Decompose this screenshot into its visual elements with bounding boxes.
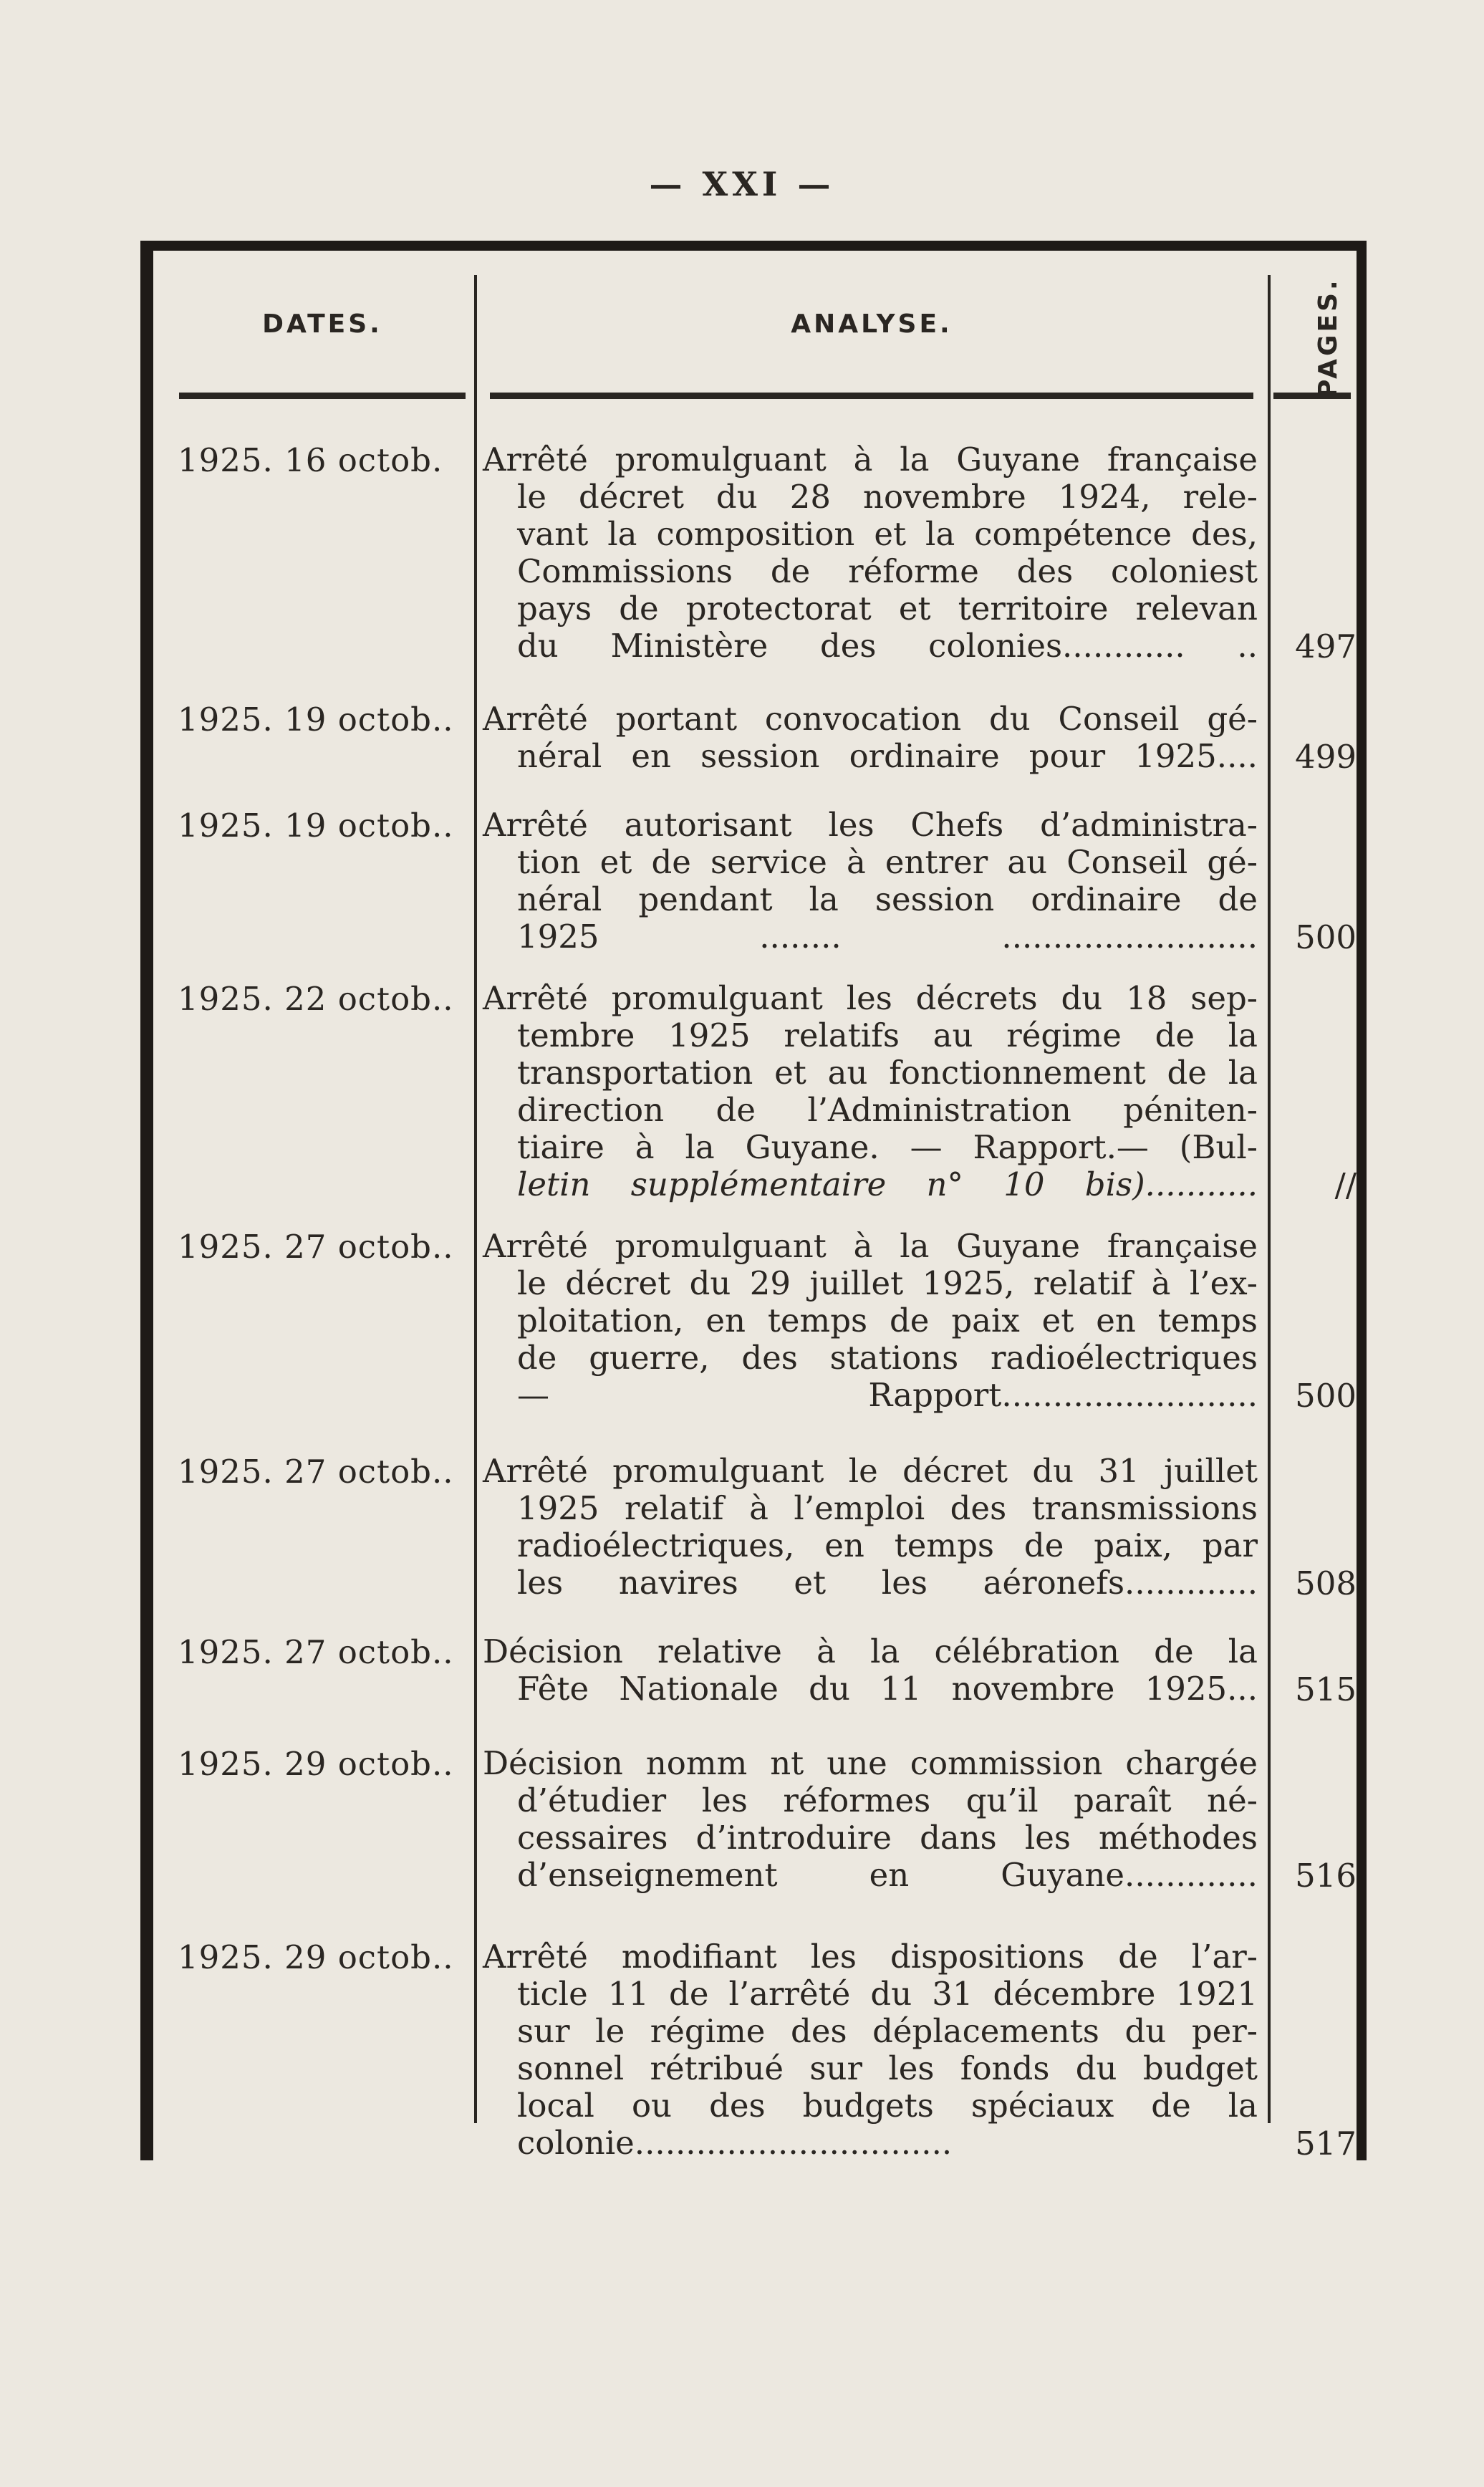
analysis-line: tembre 1925 relatifs au régime de la (517, 1016, 1258, 1054)
column-divider-pages (1268, 275, 1271, 2123)
analysis-line: colonie............................... (517, 2124, 953, 2162)
entry-page-number: 500 (1295, 918, 1357, 956)
column-header-pages: PAGES. (1314, 277, 1343, 398)
entry-date: 1925. 27 octob.. (178, 1228, 454, 1266)
analysis-line: Fête Nationale du 11 novembre 1925... (517, 1670, 1258, 1708)
analysis-line: 1925 ........ ......................... (517, 918, 1258, 956)
entry-date: 1925. 16 octob. (178, 441, 443, 479)
analysis-line: les navires et les aéronefs............. (517, 1564, 1258, 1602)
entry-page-number: // (1334, 1166, 1357, 1204)
analysis-line: Décision nomm nt une commission chargée (483, 1744, 1258, 1782)
analysis-line: le décret du 29 juillet 1925, relatif à l’ex- (517, 1264, 1258, 1302)
analysis-line: local ou des budgets spéciaux de la (517, 2087, 1258, 2125)
analysis-line: pays de protectorat et territoire relevan (517, 590, 1258, 627)
entry-analysis (483, 441, 1258, 665)
column-header-analyse: ANALYSE. (791, 309, 953, 339)
right-rule (1357, 241, 1367, 2160)
analysis-line: d’enseignement en Guyane............. (517, 1856, 1258, 1894)
entry-analysis (483, 980, 1258, 1203)
entry-page-number: 499 (1295, 738, 1357, 776)
analysis-line: Arrêté autorisant les Chefs d’administra- (483, 806, 1258, 844)
analysis-line: vant la composition et la compétence des, (517, 515, 1258, 553)
analysis-line: d’étudier les réformes qu’il paraît né- (517, 1781, 1258, 1819)
index-table (140, 241, 1374, 2163)
entry-analysis (483, 1745, 1258, 1894)
analysis-line: ploitation, en temps de paix et en temps (517, 1302, 1258, 1339)
analysis-line: de guerre, des stations radioélectriques (517, 1339, 1258, 1377)
header-rule-analyse (490, 393, 1253, 399)
analysis-line: le décret du 28 novembre 1924, rele- (517, 478, 1258, 516)
analysis-line: ticle 11 de l’arrêté du 31 décembre 1921 (517, 1975, 1258, 2013)
entry-page-number: 497 (1295, 627, 1357, 665)
analysis-line: 1925 relatif à l’emploi des transmissions (517, 1489, 1258, 1527)
analysis-line: letin supplémentaire n° 10 bis)........... (517, 1165, 1258, 1203)
entry-date: 1925. 22 octob.. (178, 980, 454, 1018)
analysis-line: Arrêté promulguant les décrets du 18 sep- (483, 979, 1258, 1017)
entry-analysis (483, 701, 1258, 775)
entry-date: 1925. 29 octob.. (178, 1938, 454, 1976)
entry-date: 1925. 29 octob.. (178, 1745, 454, 1783)
analysis-line: tion et de service à entrer au Conseil gé- (517, 843, 1258, 881)
column-header-dates: DATES. (262, 309, 382, 339)
header-rule-dates (179, 393, 466, 399)
analysis-line: Arrêté promulguant le décret du 31 juillet (483, 1452, 1258, 1490)
analysis-line: sonnel rétribué sur les fonds du budget (517, 2049, 1258, 2087)
analysis-line: du Ministère des colonies............ .. (517, 627, 1258, 665)
entry-date: 1925. 27 octob.. (178, 1633, 454, 1671)
analysis-line: cessaires d’introduire dans les méthodes (517, 1819, 1258, 1857)
entry-analysis (483, 1453, 1258, 1602)
entry-page-number: 500 (1295, 1377, 1357, 1415)
top-rule (140, 241, 1367, 251)
entry-analysis (483, 1633, 1258, 1708)
analysis-line: direction de l’Administration péniten- (517, 1091, 1258, 1129)
analysis-line: néral pendant la session ordinaire de (517, 880, 1258, 918)
entry-page-number: 516 (1295, 1857, 1357, 1895)
column-divider-dates (474, 275, 477, 2123)
entry-analysis (483, 1938, 1258, 2162)
analysis-line: transportation et au fonctionnement de la (517, 1054, 1258, 1092)
analysis-line: — Rapport......................... (517, 1376, 1258, 1414)
analysis-line: sur le régime des déplacements du per- (517, 2012, 1258, 2050)
entry-date: 1925. 27 octob.. (178, 1453, 454, 1491)
entry-analysis (483, 1228, 1258, 1414)
analysis-line: Décision relative à la célébration de la (483, 1632, 1258, 1670)
page-number: — XXI — (649, 165, 835, 203)
entry-date: 1925. 19 octob.. (178, 701, 454, 739)
analysis-line: néral en session ordinaire pour 1925.... (517, 737, 1258, 775)
left-rule (140, 241, 153, 2160)
entry-page-number: 508 (1295, 1564, 1357, 1602)
analysis-line: Arrêté promulguant à la Guyane française (483, 441, 1258, 478)
entry-date: 1925. 19 octob.. (178, 807, 454, 845)
entry-page-number: 515 (1295, 1670, 1357, 1708)
analysis-line: Arrêté promulguant à la Guyane française (483, 1227, 1258, 1265)
analysis-line: Arrêté modifiant les dispositions de l’ar- (483, 1938, 1258, 1976)
entry-page-number: 517 (1295, 2125, 1357, 2163)
analysis-line: Commissions de réforme des coloniest (517, 552, 1258, 590)
analysis-line: radioélectriques, en temps de paix, par (517, 1526, 1258, 1564)
analysis-line: tiaire à la Guyane. — Rapport.— (Bul- (517, 1128, 1258, 1166)
entry-analysis (483, 807, 1258, 956)
analysis-line: Arrêté portant convocation du Conseil gé- (483, 700, 1258, 738)
